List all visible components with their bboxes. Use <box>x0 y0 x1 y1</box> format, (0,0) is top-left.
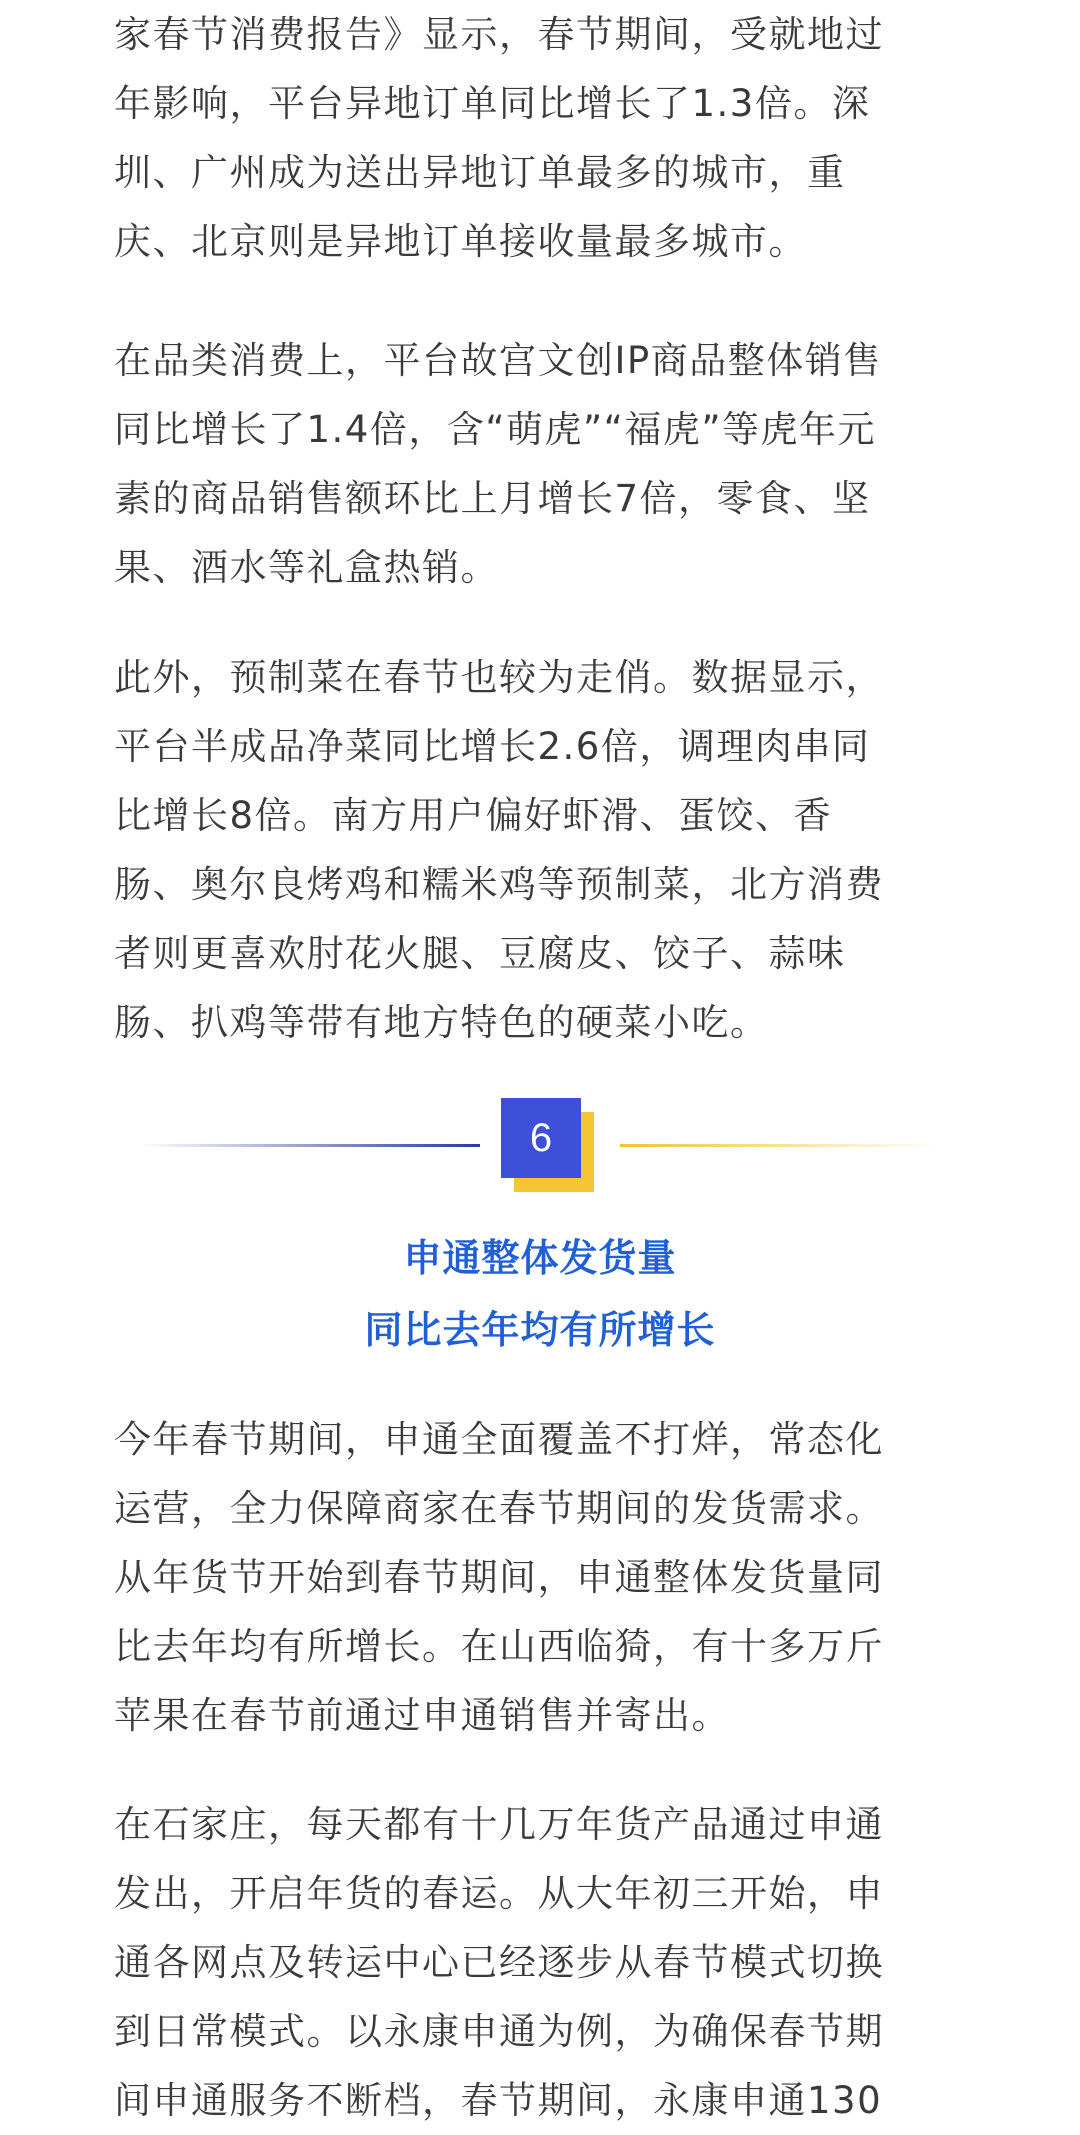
text-line: 果、酒水等礼盒热销。 <box>114 546 499 589</box>
text-line: 素的商品销售额环比上月增长7倍，零食、坚 <box>114 477 871 520</box>
section-heading-line-1: 申通整体发货量 <box>403 1236 677 1280</box>
text-line: 从年货节开始到春节期间，申通整体发货量同 <box>114 1556 884 1599</box>
text-line: 发出，开启年货的春运。从大年初三开始，申 <box>114 1872 884 1915</box>
text-line: 庆、北京则是异地订单接收量最多城市。 <box>114 220 807 263</box>
section-number-badge: 6 <box>501 1098 581 1178</box>
text-line: 比增长8倍。南方用户偏好虾滑、蛋饺、香 <box>114 794 833 837</box>
text-line: 家春节消费报告》显示，春节期间，受就地过 <box>114 13 884 56</box>
divider-line-left <box>140 1144 480 1147</box>
text-line: 在品类消费上，平台故宫文创IP商品整体销售 <box>114 339 882 382</box>
paragraph-3 <box>114 643 884 1057</box>
text-line: 比去年均有所增长。在山西临猗，有十多万斤 <box>114 1625 884 1668</box>
text-line: 肠、奥尔良烤鸡和糯米鸡等预制菜，北方消费 <box>114 863 884 906</box>
text-line: 到日常模式。以永康申通为例，为确保春节期 <box>114 2010 884 2053</box>
section-heading-line-2: 同比去年均有所增长 <box>364 1308 716 1352</box>
text-line: 同比增长了1.4倍，含“萌虎”“福虎”等虎年元 <box>114 408 877 451</box>
paragraph-5 <box>114 1790 884 2135</box>
text-line: 平台半成品净菜同比增长2.6倍，调理肉串同 <box>114 725 871 768</box>
text-line: 圳、广州成为送出异地订单最多的城市，重 <box>114 151 846 194</box>
divider-line-right <box>620 1144 940 1147</box>
text-line: 通各网点及转运中心已经逐步从春节模式切换 <box>114 1941 884 1984</box>
text-line: 者则更喜欢肘花火腿、豆腐皮、饺子、蒜味 <box>114 932 846 975</box>
text-line: 间申通服务不断档，春节期间，永康申通130 <box>114 2079 883 2122</box>
paragraph-4 <box>114 1405 884 1750</box>
section-heading <box>0 1222 1080 1366</box>
section-divider <box>0 1090 1080 1200</box>
text-line: 肠、扒鸡等带有地方特色的硬菜小吃。 <box>114 1001 769 1044</box>
text-line: 年影响，平台异地订单同比增长了1.3倍。深 <box>114 82 871 125</box>
paragraph-2 <box>114 326 882 602</box>
text-line: 运营，全力保障商家在春节期间的发货需求。 <box>114 1487 884 1530</box>
text-line: 苹果在春节前通过申通销售并寄出。 <box>114 1694 730 1737</box>
text-line: 此外，预制菜在春节也较为走俏。数据显示， <box>114 656 884 699</box>
text-line: 在石家庄，每天都有十几万年货产品通过申通 <box>114 1803 884 1846</box>
text-line: 今年春节期间，申通全面覆盖不打烊，常态化 <box>114 1418 884 1461</box>
paragraph-1 <box>114 0 884 276</box>
